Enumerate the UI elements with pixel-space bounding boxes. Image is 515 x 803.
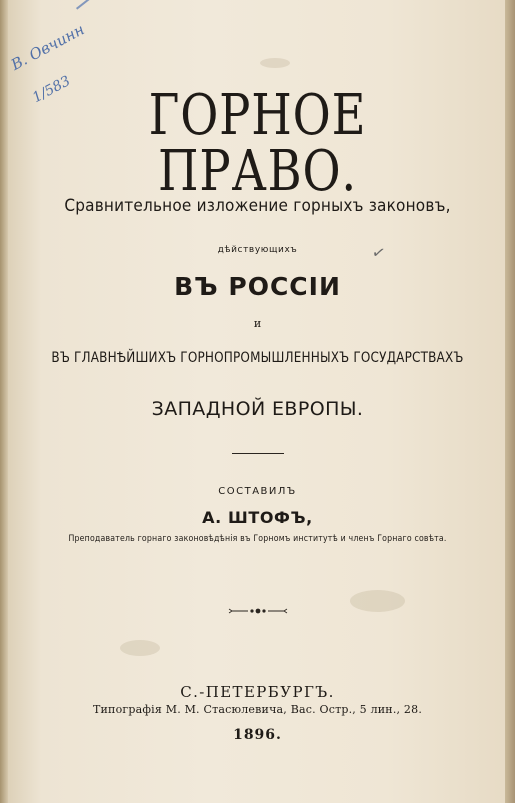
separator-rule bbox=[232, 453, 284, 454]
book-subtitle: Сравнительное изложение горныхъ законовъ, bbox=[64, 196, 451, 216]
paper-stain bbox=[350, 590, 405, 612]
acting-word: дѣйствующихъ bbox=[217, 245, 298, 255]
western-europe-line: ЗАПАДНОЙ ЕВРОПЫ. bbox=[151, 398, 364, 420]
publication-city: С.-ПЕТЕРБУРГЪ. bbox=[180, 683, 335, 701]
handwritten-note: В. Овчинн bbox=[8, 20, 88, 74]
ornament-divider bbox=[228, 606, 288, 616]
publication-year: 1896. bbox=[233, 727, 282, 743]
author-role: Преподаватель горнаго законовѣдѣнія въ Горномъ институтѣ и членъ Горнаго совѣта. bbox=[68, 534, 447, 544]
conjunction-word: и bbox=[253, 317, 262, 330]
compiled-by-label: СОСТАВИЛЪ bbox=[218, 486, 297, 497]
paper-stain bbox=[120, 640, 160, 656]
main-states-line: ВЪ ГЛАВНѢЙШИХЪ ГОРНОПРОМЫШЛЕННЫХЪ ГОСУДАРСТВАХЪ bbox=[51, 350, 464, 366]
author-name: А. ШТОФЪ, bbox=[202, 508, 313, 527]
in-russia-heading: ВЪ РОССІИ bbox=[174, 272, 341, 301]
handwritten-inventory-number: 1/583 bbox=[30, 73, 74, 107]
pencil-checkmark: ✓ bbox=[370, 241, 388, 264]
book-title: ГОРНОЕ ПРАВО. bbox=[148, 83, 367, 204]
paper-stain bbox=[260, 58, 290, 68]
printer-line: Типографія М. М. Стасюлевича, Вас. Остр., 5 лин., 28. bbox=[92, 703, 423, 716]
